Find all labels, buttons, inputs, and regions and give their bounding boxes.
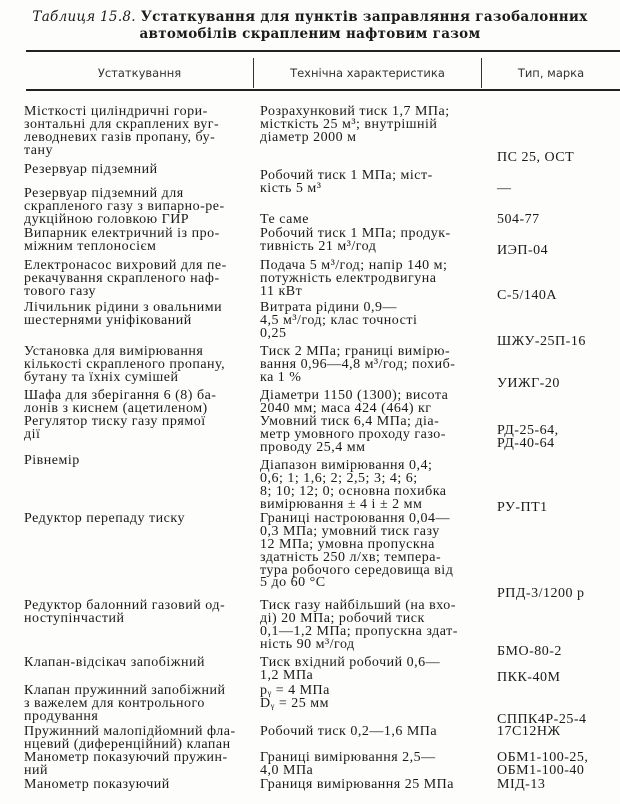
- type-cell-line: РПД-3/1200 р: [497, 586, 585, 601]
- type-cell: [497, 214, 540, 227]
- equipment-cell-line: Лічильник рідини з овальними: [24, 300, 223, 315]
- spec-cell-line: ді) 20 МПа; робочий тиск: [260, 610, 425, 626]
- table-title-text: Устаткування для пунктів заправляння газобалонних: [140, 9, 588, 25]
- spec-cell-line: тура робочого середовища від: [260, 562, 454, 578]
- spec-cell-line: Границя вимірювання 25 МПа: [260, 777, 454, 792]
- spec-cell-line: здатність 250 л/хв; темпера-: [260, 549, 442, 565]
- spec-cell-line: pᵧ = 4 МПа: [260, 683, 330, 698]
- spec-cell-line: метр умовного проходу газо-: [260, 426, 446, 442]
- equipment-cell: [24, 513, 185, 526]
- spec-cell-line: 11 кВт: [260, 283, 303, 299]
- type-cell: [497, 183, 512, 196]
- equipment-cell-line: шестернями уніфікований: [24, 312, 192, 328]
- equipment-cell-line: тового газу: [24, 283, 97, 299]
- spec-cell: [260, 779, 454, 792]
- equipment-cell-line: Шафа для зберігання 6 (8) ба-: [24, 388, 217, 403]
- spec-cell: [260, 685, 330, 711]
- spec-cell-line: 0,6; 1; 1,6; 2; 2,5; 3; 4; 6;: [260, 470, 418, 486]
- equipment-cell-line: Резервуар підземний: [24, 162, 158, 177]
- equipment-cell-line: Клапан-відсікач запобіжний: [24, 655, 205, 670]
- equipment-cell-line: дії: [24, 426, 41, 442]
- type-cell-line: ОБМ1-100-40: [497, 762, 585, 778]
- spec-cell-line: кість 5 м³: [260, 180, 322, 196]
- spec-cell-line: Діапазон вимірювання 0,4;: [260, 458, 433, 473]
- type-cell: [497, 336, 586, 349]
- spec-cell-line: Тиск газу найбільший (на вхо-: [260, 598, 456, 613]
- spec-cell-line: 12 МПа; умовна пропускна: [260, 536, 435, 552]
- table-top-rule: [26, 50, 620, 52]
- type-cell-line: МІД-13: [497, 777, 546, 792]
- equipment-cell: [24, 188, 225, 227]
- spec-cell: [260, 214, 309, 227]
- type-cell-line: ПКК-40М: [497, 670, 561, 685]
- spec-cell: [260, 170, 433, 196]
- equipment-cell: [24, 302, 222, 328]
- spec-cell: [260, 752, 436, 778]
- equipment-cell-line: нцевий (диференційний) клапан: [24, 736, 231, 752]
- header-spec: Технічна характеристика: [290, 66, 445, 80]
- spec-cell: [260, 726, 437, 739]
- table-header-rule: [26, 89, 620, 91]
- spec-cell: [260, 106, 450, 145]
- type-cell-line: БМО-80-2: [497, 644, 562, 659]
- equipment-cell-line: бутану та їхніх сумішей: [24, 369, 179, 385]
- spec-cell: [260, 228, 451, 254]
- spec-cell-line: 0,25: [260, 325, 287, 341]
- type-cell-line: ПС 25, ОСТ: [497, 150, 575, 165]
- spec-cell-line: вимірювання ± 4 і ± 2 мм: [260, 496, 423, 512]
- type-cell-line: УИЖГ-20: [497, 376, 560, 391]
- spec-cell-line: Границі вимірювання 2,5—: [260, 750, 436, 765]
- type-cell-line: РД-40-64: [497, 435, 555, 451]
- type-cell-line: 504-77: [497, 212, 540, 227]
- type-cell: [497, 378, 560, 391]
- equipment-cell-line: Випарник електричний із про-: [24, 226, 220, 241]
- spec-cell-line: Діаметри 1150 (1300); висота: [260, 388, 449, 403]
- spec-cell-line: Витрата рідини 0,9—: [260, 300, 397, 315]
- type-cell-line: РД-25-64,: [497, 423, 559, 438]
- spec-cell-line: Подача 5 м³/год; напір 140 м;: [260, 258, 448, 273]
- spec-cell: [260, 600, 458, 652]
- type-cell: [497, 752, 588, 778]
- spec-cell: [260, 346, 455, 385]
- equipment-cell-line: Регулятор тиску газу прямої: [24, 414, 206, 429]
- spec-cell-line: Робочий тиск 1 МПа; міст-: [260, 168, 433, 183]
- equipment-cell-line: Редуктор балонний газовий од-: [24, 598, 226, 613]
- equipment-cell: [24, 600, 225, 626]
- spec-cell-line: Робочий тиск 0,2—1,6 МПа: [260, 724, 438, 739]
- equipment-cell: [24, 726, 236, 752]
- type-cell: [497, 245, 548, 258]
- spec-cell-line: проводу 25,4 мм: [260, 439, 366, 455]
- spec-cell-line: ка 1 %: [260, 369, 302, 385]
- equipment-cell: [24, 657, 205, 670]
- equipment-cell: [24, 390, 216, 416]
- spec-cell-line: 0,3 МПа; умовний тиск газу: [260, 523, 440, 539]
- spec-cell-line: вання 0,96—4,8 м³/год; похиб-: [260, 356, 456, 372]
- equipment-cell-line: тану: [24, 142, 53, 158]
- equipment-cell-line: скрапленого газу з випарно-ре-: [24, 198, 225, 214]
- header-equipment: Устаткування: [97, 66, 182, 80]
- equipment-cell-line: продування: [24, 708, 99, 724]
- type-cell-line: —: [497, 181, 512, 196]
- spec-cell-line: діаметр 2000 м: [260, 129, 357, 145]
- type-cell-line: ШЖУ-25П-16: [497, 334, 586, 349]
- type-cell: [497, 152, 574, 165]
- type-cell: [497, 672, 560, 685]
- spec-cell-line: Розрахунковий тиск 1,7 МПа;: [260, 104, 450, 119]
- equipment-cell-line: Пружинний малопідйомний фла-: [24, 724, 236, 739]
- equipment-cell: [24, 752, 228, 778]
- equipment-cell: [24, 260, 227, 299]
- spec-cell-line: Робочий тиск 1 МПа; продук-: [260, 226, 451, 241]
- equipment-cell-line: леводневих газів пропану, бу-: [24, 129, 216, 145]
- spec-cell-line: Те саме: [260, 212, 309, 227]
- spec-cell: [260, 460, 447, 512]
- spec-cell-line: Тиск вхідний робочий 0,6—: [260, 655, 441, 670]
- spec-cell-line: 5 до 60 °С: [260, 575, 326, 591]
- equipment-cell-line: Рівнемір: [24, 453, 80, 468]
- equipment-cell: [24, 164, 158, 177]
- table-title-line2: автомобілів скрапленим нафтовим газом: [139, 26, 481, 42]
- equipment-cell-line: Резервуар підземний для: [24, 186, 184, 201]
- spec-cell: [260, 416, 446, 455]
- equipment-cell-line: міжним теплоносієм: [24, 238, 157, 254]
- spec-cell-line: 4,0 МПа: [260, 762, 314, 778]
- equipment-cell: [24, 346, 225, 385]
- equipment-cell: [24, 685, 226, 724]
- spec-cell-line: тивність 21 м³/год: [260, 238, 377, 254]
- type-cell-line: 17С12НЖ: [497, 724, 561, 739]
- equipment-cell: [24, 416, 206, 442]
- spec-cell-line: Dᵧ = 25 мм: [260, 695, 329, 711]
- spec-cell-line: 8; 10; 12; 0; основна похибка: [260, 483, 447, 499]
- equipment-cell: [24, 228, 220, 254]
- type-cell: [497, 646, 562, 659]
- equipment-cell-line: Установка для вимірювання: [24, 344, 204, 359]
- type-cell-line: РУ-ПТ1: [497, 500, 548, 515]
- spec-cell-line: 4,5 м³/год; клас точності: [260, 312, 418, 328]
- equipment-cell: [24, 779, 170, 792]
- equipment-cell-line: з важелем для контрольного: [24, 695, 205, 711]
- spec-cell: [260, 260, 447, 299]
- spec-cell-line: ність 90 м³/год: [260, 636, 355, 652]
- spec-cell: [260, 657, 440, 683]
- equipment-cell-line: дукційною головкою ГИР: [24, 211, 190, 227]
- type-cell: [497, 502, 548, 515]
- type-cell-line: ОБМ1-100-25,: [497, 750, 589, 765]
- equipment-cell-line: Манометр показуючий пружин-: [24, 750, 228, 765]
- spec-cell-line: місткість 25 м³; внутрішній: [260, 116, 438, 132]
- spec-cell-line: Границі настроювання 0,04—: [260, 511, 451, 526]
- equipment-cell-line: кількості скрапленого пропану,: [24, 356, 226, 372]
- equipment-cell-line: зонтальні для скраплених вуг-: [24, 116, 220, 132]
- type-cell-line: СППК4Р-25-4: [497, 712, 587, 727]
- equipment-cell-line: Манометр показуючий: [24, 777, 170, 792]
- spec-cell-line: потужність електродвигуна: [260, 270, 437, 286]
- spec-cell: [260, 390, 448, 416]
- equipment-cell-line: Редуктор перепаду тиску: [24, 511, 185, 526]
- type-cell: [497, 779, 545, 792]
- equipment-cell-line: рекачування скрапленого наф-: [24, 270, 220, 286]
- spec-cell-line: 0,1—1,2 МПа; пропускна здат-: [260, 623, 458, 639]
- equipment-cell-line: Електронасос вихровий для пе-: [24, 258, 227, 273]
- spec-cell: [260, 513, 453, 590]
- table-title-line1: [0, 9, 620, 25]
- header-type: Тип, марка: [517, 66, 585, 80]
- table-number: Таблиця 15.8.: [32, 9, 136, 25]
- spec-cell-line: Тиск 2 МПа; границі вимірю-: [260, 344, 451, 359]
- type-cell: [497, 425, 559, 451]
- equipment-cell-line: Клапан пружинний запобіжний: [24, 683, 226, 698]
- equipment-cell: [24, 106, 219, 158]
- type-cell: [497, 290, 557, 303]
- equipment-cell-line: ний: [24, 762, 48, 778]
- equipment-cell-line: лонів з киснем (ацетиленом): [24, 400, 208, 416]
- type-cell-line: ИЭП-04: [497, 243, 549, 258]
- equipment-cell: [24, 455, 80, 468]
- equipment-cell-line: ноступінчастий: [24, 610, 125, 626]
- type-cell: [497, 726, 561, 739]
- spec-cell-line: 1,2 МПа: [260, 667, 314, 683]
- spec-cell-line: 2040 мм; маса 424 (464) кг: [260, 400, 432, 416]
- spec-cell-line: Умовний тиск 6,4 МПа; діа-: [260, 414, 440, 429]
- spec-cell: [260, 302, 417, 341]
- type-cell-line: С-5/140А: [497, 288, 557, 303]
- equipment-cell-line: Місткості циліндричні гори-: [24, 104, 208, 119]
- type-cell: [497, 588, 585, 601]
